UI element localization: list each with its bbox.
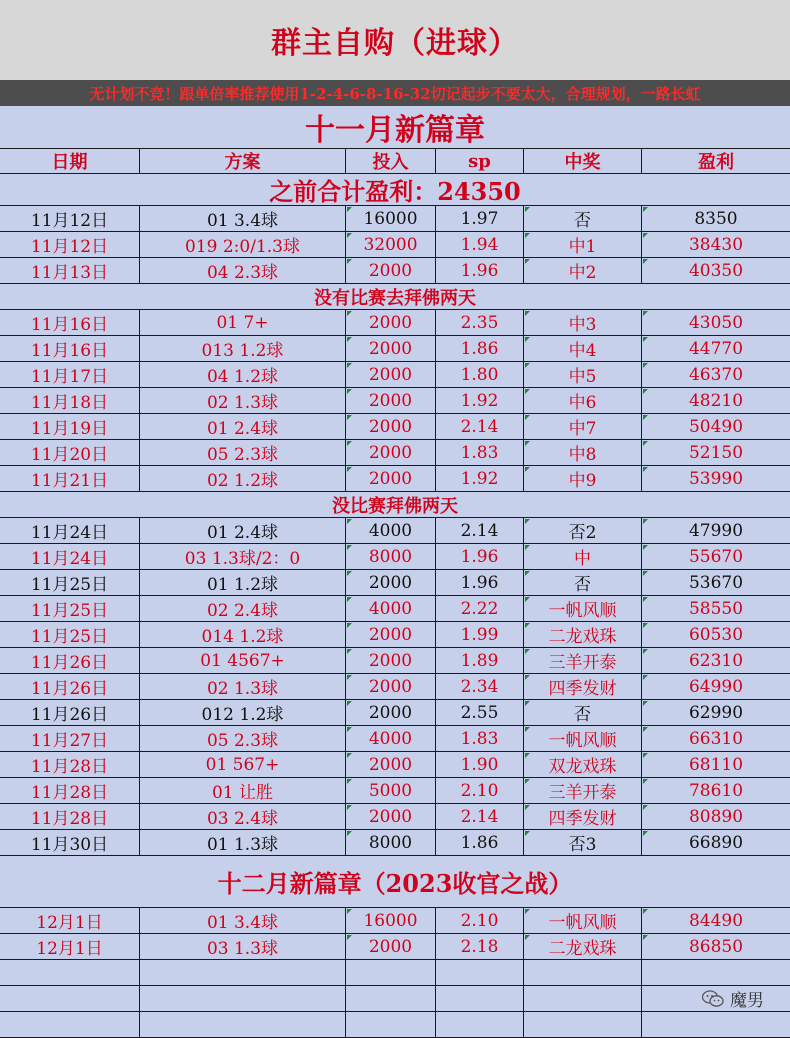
date-cell: 11月26日	[0, 700, 140, 725]
date-cell: 11月25日	[0, 622, 140, 647]
break-row-2-text: 没比赛拜佛两天	[332, 495, 458, 517]
table-row	[0, 908, 790, 934]
win-cell: 中8	[524, 440, 642, 465]
sp-cell: 1.90	[436, 752, 524, 777]
stake-cell: 2000	[346, 336, 436, 361]
date-cell: 11月20日	[0, 440, 140, 465]
profit-cell: 68110	[642, 752, 790, 777]
win-cell: 中2	[524, 258, 642, 283]
plan-cell: 02 2.4球	[140, 596, 346, 621]
stake-cell: 2000	[346, 752, 436, 777]
profit-cell: 64990	[642, 674, 790, 699]
plan-cell: 013 1.2球	[140, 336, 346, 361]
profit-cell: 47990	[642, 518, 790, 543]
sp-cell: 1.83	[436, 440, 524, 465]
stake-cell: 8000	[346, 830, 436, 855]
date-cell: 11月27日	[0, 726, 140, 751]
sp-cell	[436, 986, 524, 1011]
profit-cell: 80890	[642, 804, 790, 829]
win-cell: 中7	[524, 414, 642, 439]
table-row	[0, 778, 790, 804]
sp-cell: 1.86	[436, 336, 524, 361]
plan-cell: 04 2.3球	[140, 258, 346, 283]
profit-cell: 62990	[642, 700, 790, 725]
stake-cell: 2000	[346, 440, 436, 465]
plan-cell	[140, 1012, 346, 1037]
plan-cell: 019 2:0/1.3球	[140, 232, 346, 257]
profit-cell: 40350	[642, 258, 790, 283]
table-row	[0, 336, 790, 362]
sp-cell: 1.80	[436, 362, 524, 387]
stake-cell: 4000	[346, 596, 436, 621]
profit-cell: 78610	[642, 778, 790, 803]
sp-cell: 1.97	[436, 206, 524, 231]
profit-cell: 44770	[642, 336, 790, 361]
date-cell	[0, 960, 140, 985]
profit-cell: 52150	[642, 440, 790, 465]
date-cell	[0, 1012, 140, 1037]
stake-cell	[346, 960, 436, 985]
profit-cell: 58550	[642, 596, 790, 621]
plan-cell: 01 2.4球	[140, 414, 346, 439]
plan-cell: 02 1.3球	[140, 674, 346, 699]
win-cell: 一帆风顺	[524, 726, 642, 751]
win-cell: 中	[524, 544, 642, 569]
win-cell: 二龙戏珠	[524, 934, 642, 959]
table-row	[0, 622, 790, 648]
profit-cell: 43050	[642, 310, 790, 335]
plan-cell: 012 1.2球	[140, 700, 346, 725]
plan-cell: 01 3.4球	[140, 908, 346, 933]
profit-cell: 46370	[642, 362, 790, 387]
plan-cell: 05 2.3球	[140, 440, 346, 465]
win-cell: 中1	[524, 232, 642, 257]
sp-cell: 2.14	[436, 414, 524, 439]
sp-cell: 2.55	[436, 700, 524, 725]
sp-cell	[436, 1012, 524, 1037]
win-cell: 四季发财	[524, 804, 642, 829]
date-cell: 11月16日	[0, 310, 140, 335]
table-row	[0, 544, 790, 570]
win-cell: 一帆风顺	[524, 908, 642, 933]
plan-cell	[140, 960, 346, 985]
win-cell: 中奖	[524, 149, 642, 173]
empty-row	[0, 1012, 790, 1038]
plan-cell: 01 4567+	[140, 648, 346, 673]
table-row	[0, 830, 790, 856]
watermark-text: 魔男	[730, 991, 764, 1011]
plan-cell: 01 7+	[140, 310, 346, 335]
win-cell	[524, 986, 642, 1011]
title-band	[0, 0, 790, 80]
win-cell: 三羊开泰	[524, 778, 642, 803]
win-cell: 二龙戏珠	[524, 622, 642, 647]
profit-cell: 8350	[642, 206, 790, 231]
sp-cell: 2.10	[436, 778, 524, 803]
win-cell: 否3	[524, 830, 642, 855]
win-cell: 四季发财	[524, 674, 642, 699]
stake-cell: 2000	[346, 388, 436, 413]
win-cell: 中9	[524, 466, 642, 491]
profit-cell: 84490	[642, 908, 790, 933]
stake-cell: 2000	[346, 570, 436, 595]
table-row	[0, 700, 790, 726]
plan-cell: 01 567+	[140, 752, 346, 777]
december-heading	[0, 856, 790, 908]
win-cell: 否2	[524, 518, 642, 543]
win-cell: 中4	[524, 336, 642, 361]
date-cell: 11月28日	[0, 804, 140, 829]
win-cell: 一帆风顺	[524, 596, 642, 621]
plan-cell: 02 1.2球	[140, 466, 346, 491]
sp-cell: 2.34	[436, 674, 524, 699]
page-title: 群主自购（进球）	[271, 26, 519, 61]
date-cell: 12月1日	[0, 908, 140, 933]
table-row	[0, 232, 790, 258]
stake-cell: 2000	[346, 414, 436, 439]
profit-cell: 66890	[642, 830, 790, 855]
profit-cell: 60530	[642, 622, 790, 647]
stake-cell: 2000	[346, 934, 436, 959]
profit-cell: 53990	[642, 466, 790, 491]
win-cell: 否	[524, 206, 642, 231]
stake-cell	[346, 1012, 436, 1037]
plan-cell: 01 2.4球	[140, 518, 346, 543]
date-cell: 11月24日	[0, 518, 140, 543]
sp-cell: 1.86	[436, 830, 524, 855]
stake-cell: 8000	[346, 544, 436, 569]
date-cell: 11月17日	[0, 362, 140, 387]
stake-cell: 2000	[346, 466, 436, 491]
profit-cell: 66310	[642, 726, 790, 751]
stake-cell: 投入	[346, 149, 436, 173]
date-cell: 12月1日	[0, 934, 140, 959]
stake-cell: 2000	[346, 310, 436, 335]
win-cell: 否	[524, 700, 642, 725]
date-cell: 11月30日	[0, 830, 140, 855]
watermark	[702, 986, 764, 1011]
profit-cell: 38430	[642, 232, 790, 257]
table-row	[0, 440, 790, 466]
wechat-icon	[702, 990, 724, 1008]
stake-cell: 2000	[346, 648, 436, 673]
table-row	[0, 362, 790, 388]
empty-row	[0, 986, 790, 1012]
plan-cell: 03 2.4球	[140, 804, 346, 829]
table-row	[0, 648, 790, 674]
plan-cell: 01 1.3球	[140, 830, 346, 855]
date-cell: 11月28日	[0, 778, 140, 803]
stake-cell: 2000	[346, 258, 436, 283]
date-cell: 11月25日	[0, 570, 140, 595]
table-row	[0, 206, 790, 232]
win-cell: 否	[524, 570, 642, 595]
empty-row	[0, 960, 790, 986]
date-cell: 11月19日	[0, 414, 140, 439]
win-cell	[524, 960, 642, 985]
stake-cell: 16000	[346, 206, 436, 231]
sp-cell: 1.96	[436, 544, 524, 569]
december-heading-text: 十二月新篇章（2023收官之战）	[217, 869, 573, 898]
date-cell: 11月16日	[0, 336, 140, 361]
table-row	[0, 934, 790, 960]
stake-cell: 2000	[346, 804, 436, 829]
profit-cell: 48210	[642, 388, 790, 413]
date-cell: 11月18日	[0, 388, 140, 413]
table-row	[0, 596, 790, 622]
plan-cell: 04 1.2球	[140, 362, 346, 387]
date-cell: 11月12日	[0, 206, 140, 231]
table-row	[0, 674, 790, 700]
sp-cell: 1.96	[436, 258, 524, 283]
profit-cell: 55670	[642, 544, 790, 569]
stake-cell	[346, 986, 436, 1011]
notice-text: 无计划不竞！跟单倍率推荐使用1-2-4-6-8-16-32切记起步不要太大，合理规划，一路长虹	[89, 84, 701, 103]
profit-cell	[642, 960, 790, 985]
plan-cell: 03 1.3球	[140, 934, 346, 959]
break-row-1-text: 没有比赛去拜佛两天	[314, 287, 476, 309]
stake-cell: 2000	[346, 700, 436, 725]
stake-cell: 32000	[346, 232, 436, 257]
profit-cell	[642, 1012, 790, 1037]
sp-cell	[436, 960, 524, 985]
win-cell	[524, 1012, 642, 1037]
table-row	[0, 726, 790, 752]
date-cell: 11月26日	[0, 648, 140, 673]
plan-cell: 03 1.3球/2：0	[140, 544, 346, 569]
date-cell: 日期	[0, 149, 140, 173]
previous-profit-row-text: 之前合计盈利：24350	[269, 177, 521, 206]
plan-cell: 05 2.3球	[140, 726, 346, 751]
sp-cell: 1.96	[436, 570, 524, 595]
win-cell: 中5	[524, 362, 642, 387]
win-cell: 三羊开泰	[524, 648, 642, 673]
table-row	[0, 310, 790, 336]
plan-cell: 02 1.3球	[140, 388, 346, 413]
break-row-1	[0, 284, 790, 310]
plan-cell: 01 3.4球	[140, 206, 346, 231]
plan-cell: 01 1.2球	[140, 570, 346, 595]
sp-cell: 2.22	[436, 596, 524, 621]
profit-cell: 53670	[642, 570, 790, 595]
plan-cell	[140, 986, 346, 1011]
date-cell: 11月25日	[0, 596, 140, 621]
sp-cell: 1.89	[436, 648, 524, 673]
profit-cell: 50490	[642, 414, 790, 439]
break-row-2	[0, 492, 790, 518]
results-table	[0, 148, 790, 1038]
profit-cell: 86850	[642, 934, 790, 959]
previous-profit-row	[0, 174, 790, 206]
stake-cell: 2000	[346, 622, 436, 647]
sp-cell: 1.92	[436, 388, 524, 413]
stake-cell: 4000	[346, 726, 436, 751]
stake-cell: 16000	[346, 908, 436, 933]
sp-cell: sp	[436, 149, 524, 173]
date-cell: 11月28日	[0, 752, 140, 777]
sp-cell: 2.14	[436, 804, 524, 829]
sp-cell: 1.83	[436, 726, 524, 751]
table-row	[0, 752, 790, 778]
table-row	[0, 414, 790, 440]
table-row	[0, 258, 790, 284]
date-cell: 11月21日	[0, 466, 140, 491]
stake-cell: 2000	[346, 362, 436, 387]
sp-cell: 2.18	[436, 934, 524, 959]
stake-cell: 5000	[346, 778, 436, 803]
stake-cell: 2000	[346, 674, 436, 699]
sp-cell: 2.10	[436, 908, 524, 933]
table-row	[0, 570, 790, 596]
date-cell: 11月12日	[0, 232, 140, 257]
sp-cell: 1.99	[436, 622, 524, 647]
date-cell: 11月26日	[0, 674, 140, 699]
table-header	[0, 148, 790, 174]
plan-cell: 01 让胜	[140, 778, 346, 803]
plan-cell: 方案	[140, 149, 346, 173]
november-heading: 十一月新篇章	[305, 113, 485, 148]
sp-cell: 2.14	[436, 518, 524, 543]
sp-cell: 1.94	[436, 232, 524, 257]
notice-band	[0, 80, 790, 106]
table-row	[0, 466, 790, 492]
table-row	[0, 518, 790, 544]
sp-cell: 2.35	[436, 310, 524, 335]
date-cell: 11月24日	[0, 544, 140, 569]
table-row	[0, 388, 790, 414]
win-cell: 双龙戏珠	[524, 752, 642, 777]
win-cell: 中6	[524, 388, 642, 413]
sp-cell: 1.92	[436, 466, 524, 491]
date-cell	[0, 986, 140, 1011]
profit-cell: 62310	[642, 648, 790, 673]
win-cell: 中3	[524, 310, 642, 335]
plan-cell: 014 1.2球	[140, 622, 346, 647]
date-cell: 11月13日	[0, 258, 140, 283]
stake-cell: 4000	[346, 518, 436, 543]
profit-cell: 盈利	[698, 152, 734, 173]
table-row	[0, 804, 790, 830]
